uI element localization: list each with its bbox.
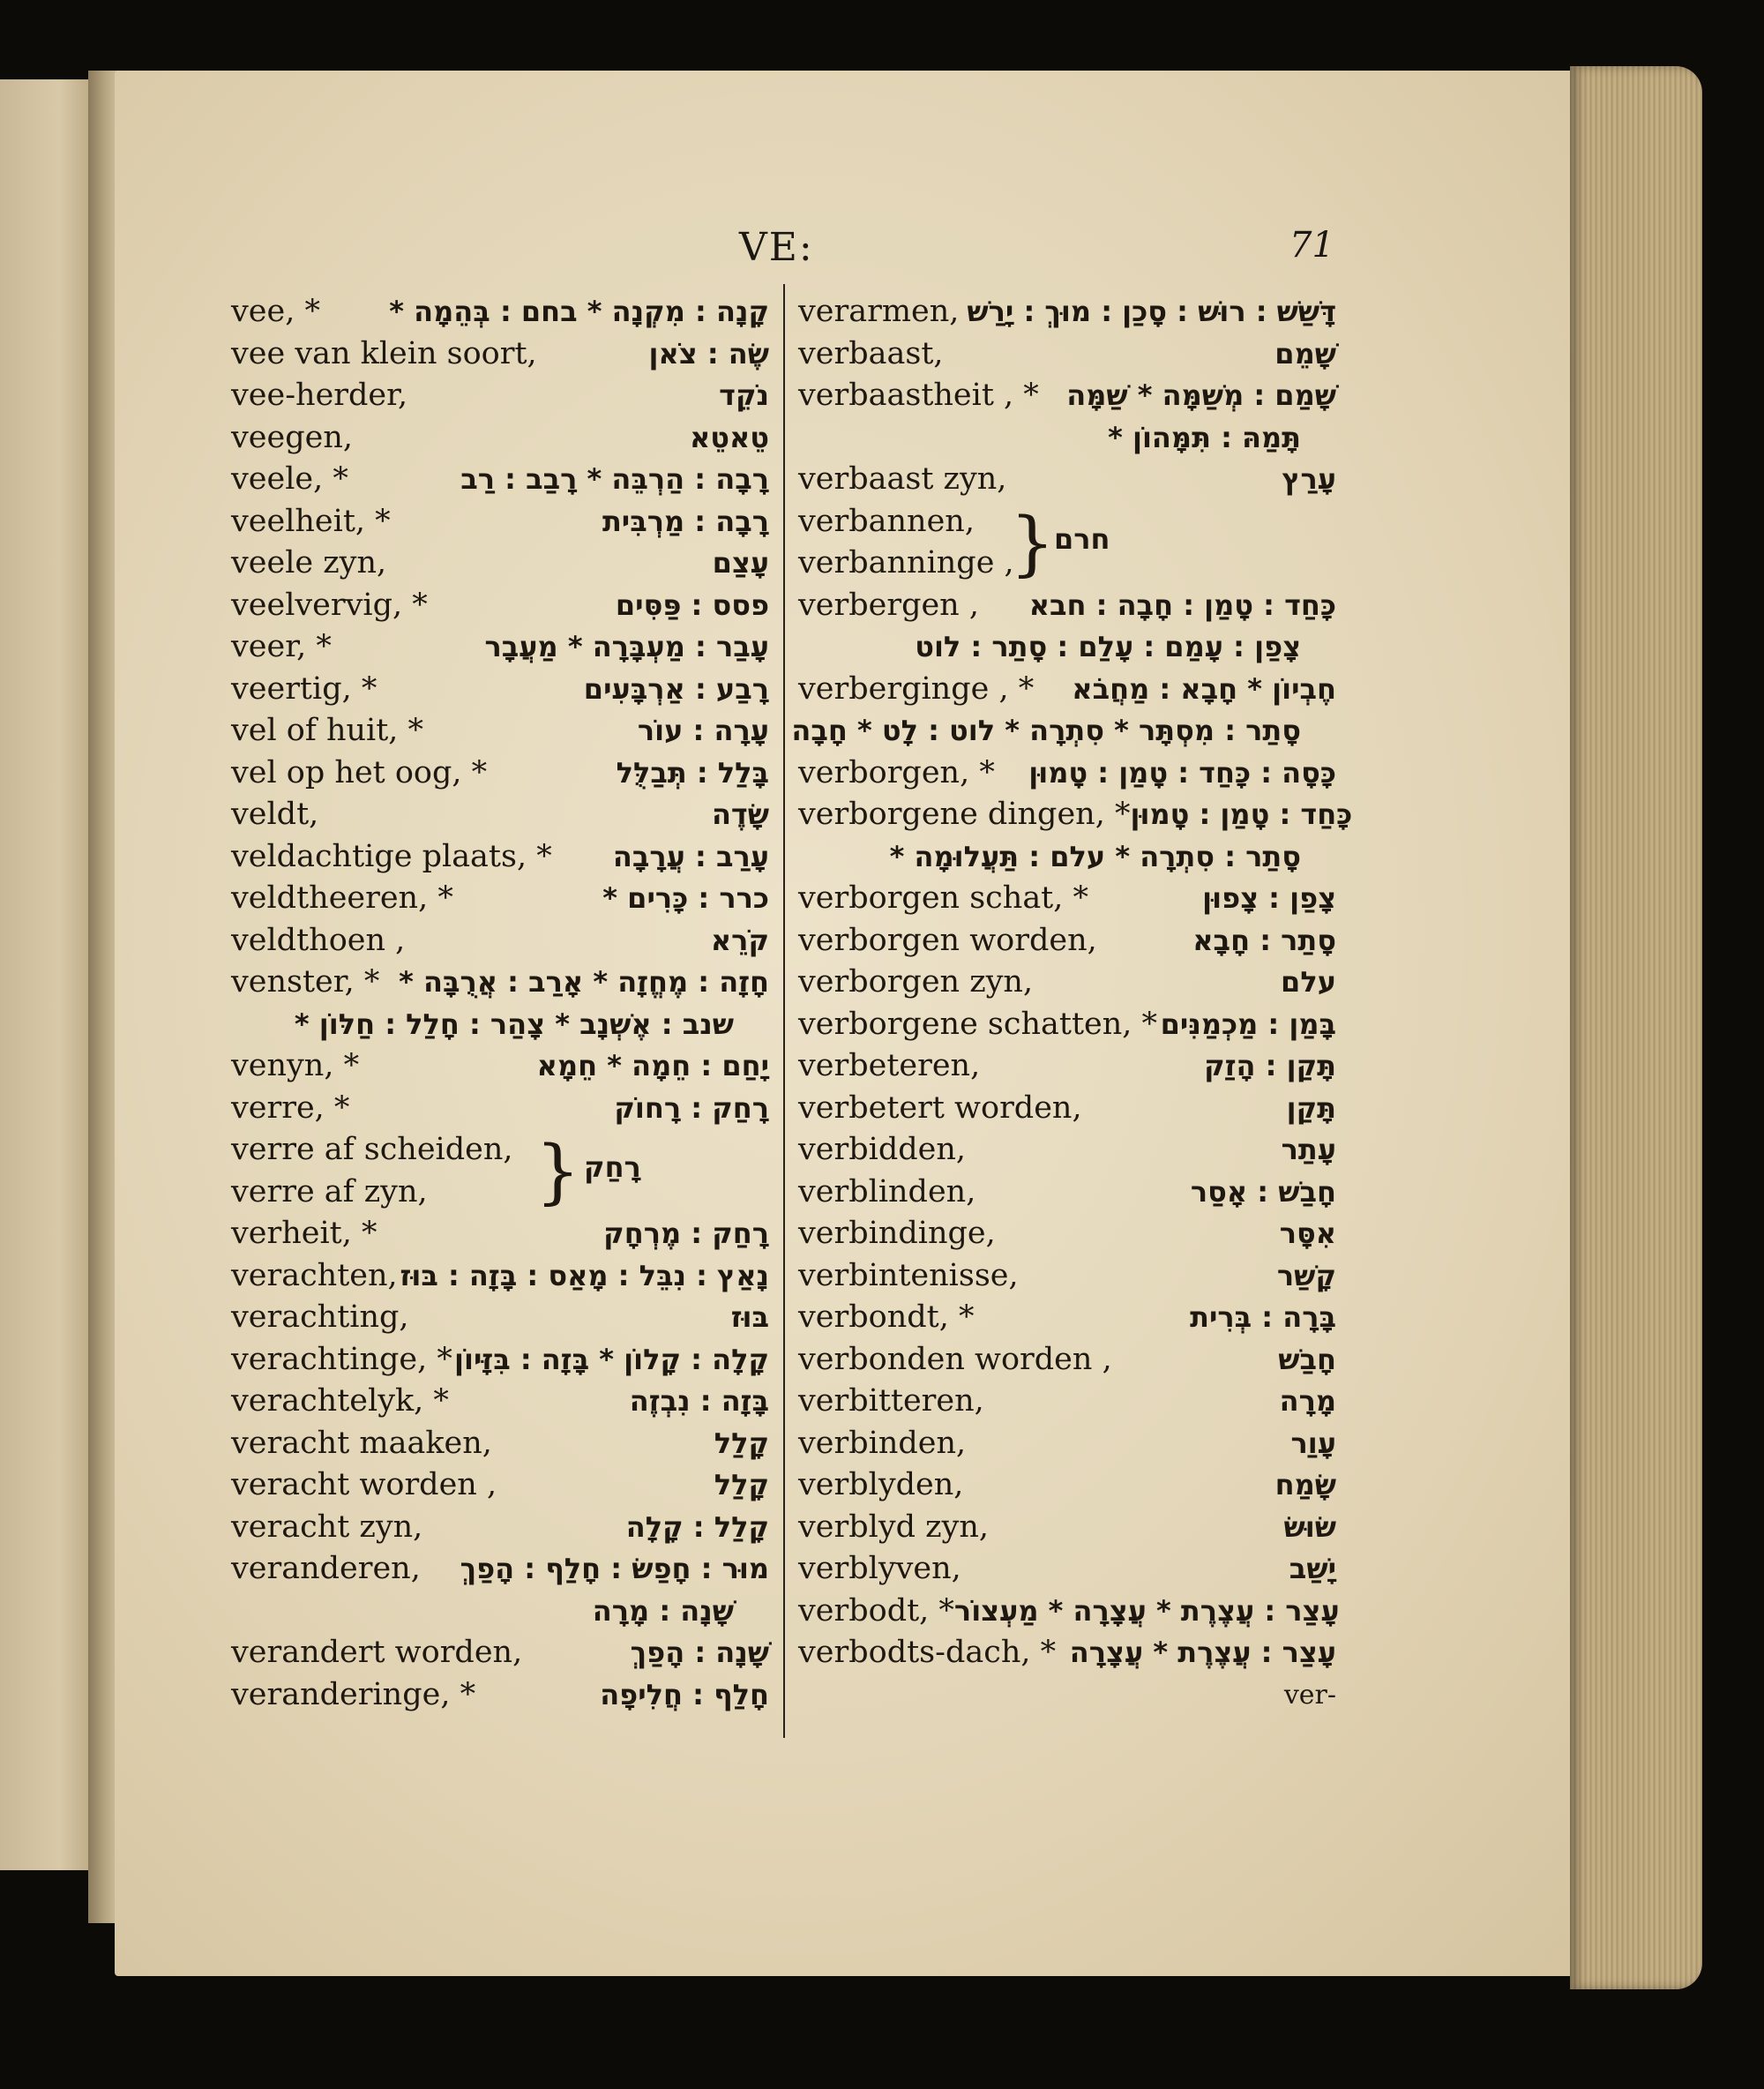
grouped-entry	[798, 501, 1336, 585]
dictionary-entry	[798, 878, 1336, 920]
hebrew-gloss: רָחַק : מֶרְחָק	[603, 1217, 769, 1250]
dictionary-entry	[798, 962, 1336, 1004]
hebrew-gloss: שָׂדֶה	[711, 797, 769, 831]
hebrew-gloss: יָחַם : חֵמָה * חֵמָא	[536, 1049, 769, 1082]
brace: }	[1010, 501, 1055, 584]
hebrew-gloss: שֶׂה : צֹאן	[648, 336, 769, 371]
hebrew-gloss: קָלַל	[714, 1426, 769, 1460]
dictionary-term: verheit, *	[231, 1216, 377, 1251]
dictionary-term: verbonden worden ,	[798, 1341, 1112, 1377]
hebrew-gloss: קָשַׁר	[1276, 1258, 1336, 1292]
dictionary-term: verbanninge ,	[798, 545, 1014, 580]
dictionary-term: veele, *	[231, 461, 348, 497]
dictionary-term: verborgen schat, *	[798, 880, 1088, 916]
dictionary-term: verre af scheiden,	[231, 1132, 513, 1167]
dictionary-term: verblyden,	[798, 1467, 964, 1502]
dictionary-term: veracht zyn,	[231, 1509, 423, 1545]
dictionary-term: veldthoen ,	[231, 922, 406, 958]
dictionary-term: verre, *	[231, 1089, 350, 1126]
dictionary-entry	[231, 1632, 769, 1674]
hebrew-gloss: עלם	[1281, 965, 1336, 999]
hebrew-gloss: קָנָה : מִקְנָה * בחם : בְּהֵמָה *	[389, 295, 769, 328]
dictionary-term: venyn, *	[231, 1048, 360, 1083]
dictionary-entry	[798, 291, 1336, 333]
dictionary-entry	[798, 1297, 1336, 1339]
hebrew-gloss: רָבַע : אַרְבָּעִים	[583, 671, 769, 706]
dictionary-entry	[231, 585, 769, 627]
dictionary-entry	[798, 1339, 1336, 1381]
dictionary-entry	[798, 752, 1336, 795]
dictionary-entry	[231, 1339, 769, 1381]
dictionary-term: vee-herder,	[231, 378, 408, 413]
dictionary-term: vel of huit, *	[231, 713, 424, 748]
hebrew-gloss: כָּחַד : טָמַן : חָבָה : חבא	[1028, 588, 1336, 622]
dictionary-term: verbintenisse,	[798, 1257, 1019, 1293]
hebrew-gloss: חָלַף : חֲלִיפָה	[600, 1677, 769, 1711]
hebrew-gloss: סָתַר : חָבָא	[1192, 923, 1336, 957]
dictionary-entry	[798, 794, 1353, 836]
hebrew-gloss: קָלַל : קָלָה	[625, 1509, 769, 1544]
dictionary-term: verachting,	[231, 1299, 409, 1335]
dictionary-entry	[798, 1255, 1336, 1298]
hebrew-gloss: מָרָה	[1279, 1384, 1336, 1418]
hebrew-gloss: רָבָה : הַרְבֵּה * רָבַב : רַב	[460, 462, 769, 496]
hebrew-gloss: בּוּז	[730, 1300, 769, 1334]
dictionary-term: verbodts-dach, *	[798, 1635, 1057, 1670]
dictionary-entry	[231, 1548, 769, 1591]
dictionary-entry	[798, 1423, 1336, 1465]
dictionary-term: verbaast zyn,	[798, 461, 1007, 497]
hebrew-gloss: בָּמַן : מַכְמַנִּים	[1160, 1007, 1336, 1041]
dictionary-entry	[231, 1423, 769, 1465]
dictionary-entry	[798, 333, 1336, 376]
hebrew-gloss: עָצַר : עֲצֶרֶת * עֲצָרָה	[1069, 1636, 1336, 1669]
hebrew-gloss: בָּזָה : נִבְזֶה	[629, 1384, 769, 1418]
dictionary-term: verborgene dingen, *	[798, 797, 1131, 832]
dictionary-entry	[798, 1548, 1336, 1591]
dictionary-term: verbinden,	[798, 1425, 967, 1461]
dictionary-term: verberginge , *	[798, 670, 1035, 707]
dictionary-term: verbodt, *	[798, 1592, 954, 1629]
dictionary-term: verre af zyn,	[231, 1173, 428, 1209]
dictionary-term: verachtelyk, *	[231, 1383, 449, 1419]
hebrew-gloss: נָאַץ : נִבֵּל : מָאַס : בָּזָה : בּוּז	[400, 1258, 769, 1292]
hebrew-gloss: רָחַק : רָחוֹק	[614, 1090, 769, 1125]
dictionary-entry	[231, 501, 769, 543]
dictionary-term: verbergen ,	[798, 587, 979, 623]
dictionary-entry	[798, 1632, 1336, 1674]
dictionary-entry	[231, 752, 769, 795]
dictionary-entry	[231, 1507, 769, 1549]
dictionary-entry	[798, 1464, 1336, 1507]
hebrew-gloss: כָּחַד : טָמַן : טָמוּן	[1130, 797, 1353, 831]
hebrew-gloss: עָצַר : עֲצֶרֶת * עֲצָרָה * מַעְצוֹר	[953, 1593, 1340, 1628]
dictionary-term: vel op het oog, *	[231, 754, 488, 790]
hebrew-gloss: סָתַר : סִתְרָה * עלם : תַּעֲלוּמָה *	[889, 839, 1301, 873]
hebrew-gloss: עָצַם	[712, 546, 769, 580]
continuation-line	[791, 710, 1336, 752]
grouped-entry	[231, 1129, 769, 1213]
dictionary-term: vee van klein soort,	[231, 335, 537, 371]
hebrew-gloss: צָפַן : עָמַם : עָלַם : סָתַר : לוט	[915, 630, 1301, 663]
hebrew-gloss: שָׁנָה : הָפַךְ	[630, 1636, 769, 1669]
dictionary-entry	[798, 585, 1336, 627]
dictionary-term: veracht worden ,	[231, 1467, 497, 1502]
dictionary-entry	[231, 920, 769, 962]
dictionary-entry	[231, 375, 769, 417]
hebrew-gloss: אִסָּר	[1279, 1217, 1336, 1250]
dictionary-entry	[231, 291, 769, 333]
hebrew-gloss: דָּשַׁשׁ : רוּשׁ : סָכַן : מוּךְ : יָרַשׁ	[967, 295, 1336, 328]
dictionary-entry	[231, 459, 769, 501]
hebrew-gloss: תָּקַן	[1286, 1090, 1336, 1125]
catchword: ver-	[1283, 1679, 1336, 1711]
dictionary-term: veer, *	[231, 629, 332, 664]
hebrew-gloss: קֹרֵא	[710, 923, 769, 957]
dictionary-term: verbidden,	[798, 1132, 967, 1167]
dictionary-entry	[798, 1507, 1336, 1549]
dictionary-entry	[798, 1045, 1336, 1088]
page-number: 71	[1289, 225, 1334, 266]
hebrew-gloss: צָפַן : צָפוּן	[1202, 881, 1336, 915]
dictionary-term: veelheit, *	[231, 503, 391, 539]
dictionary-entry	[231, 878, 769, 920]
hebrew-gloss: יָשַׁב	[1289, 1552, 1336, 1585]
dictionary-term: vee, *	[231, 294, 320, 329]
dictionary-term: veranderen,	[231, 1551, 421, 1586]
dictionary-entry	[231, 1255, 769, 1298]
dictionary-term: veelvervig, *	[231, 587, 428, 623]
dictionary-entry	[231, 710, 769, 752]
left-column	[231, 291, 769, 1716]
hebrew-gloss: טֵאטֵא	[689, 420, 769, 454]
hebrew-gloss: תָּמַהּ : תִּמָּהוֹן *	[1108, 420, 1301, 454]
dictionary-term: verblyd zyn,	[798, 1509, 989, 1545]
continuation-line	[231, 1004, 769, 1046]
hebrew-gloss: שָׁמֵם	[1274, 336, 1336, 371]
dictionary-term: veldt,	[231, 797, 319, 832]
hebrew-gloss: חָבַשׁ : אָסַר	[1190, 1174, 1336, 1209]
hebrew-gloss: כָּסָה : כָּחַד : טָמַן : טָמוּן	[1028, 755, 1336, 790]
dictionary-term: verborgen, *	[798, 754, 995, 790]
dictionary-term: veele zyn,	[231, 545, 387, 580]
dictionary-term: verbaastheit , *	[798, 378, 1039, 413]
hebrew-gloss: עָבַר : מַעְבָּרָה * מַעֲבָר	[484, 630, 769, 663]
right-column	[791, 291, 1353, 1716]
dictionary-entry	[231, 836, 769, 879]
dictionary-entry	[798, 920, 1336, 962]
dictionary-entry	[231, 1297, 769, 1339]
dictionary-term: veldtheeren, *	[231, 880, 453, 916]
hebrew-gloss: עָרַץ	[1282, 462, 1336, 496]
hebrew-gloss: שׂוּשׂ	[1283, 1509, 1336, 1544]
dictionary-term: verbitteren,	[798, 1383, 984, 1419]
dictionary-term: verbeteren,	[798, 1048, 981, 1083]
running-head: VE:	[739, 225, 814, 270]
dictionary-entry	[231, 1674, 769, 1717]
hebrew-gloss: סָתַר : מִסְתָּר * סִתְרָה * לוט : לָט * חָבָה	[791, 714, 1301, 747]
dictionary-entry	[798, 669, 1336, 711]
hebrew-gloss: עָרַב : עֲרָבָה	[612, 839, 769, 873]
dictionary-term: verandert worden,	[231, 1635, 523, 1670]
dictionary-entry	[798, 459, 1336, 501]
dictionary-term: verborgene schatten, *	[798, 1006, 1158, 1042]
hebrew-gloss: קָלַל	[714, 1468, 769, 1501]
dictionary-entry	[798, 1172, 1336, 1214]
dictionary-entry	[798, 1381, 1336, 1423]
dictionary-term: verarmen,	[798, 294, 960, 329]
continuation-line	[231, 1591, 769, 1633]
dictionary-entry	[798, 1591, 1340, 1633]
hebrew-gloss: שנב : אֶשְׁנָב * צָהַר : חָלַל : חַלּוֹן *	[294, 1007, 734, 1041]
facing-page-edge	[0, 79, 99, 1870]
dictionary-term: verborgen zyn,	[798, 964, 1034, 1000]
dictionary-entry	[231, 543, 769, 585]
dictionary-entry	[231, 1088, 769, 1130]
hebrew-gloss: שָׁנָה : מָרָה	[592, 1593, 734, 1628]
dictionary-entry	[231, 962, 769, 1004]
continuation-line	[798, 626, 1336, 669]
dictionary-term: verbetert worden,	[798, 1089, 1082, 1126]
dictionary-term: verachten,	[231, 1257, 398, 1293]
hebrew-gloss: רָבָה : מַרְבִּית	[602, 504, 769, 538]
dictionary-term: veracht maaken,	[231, 1425, 492, 1461]
dictionary-term: verborgen worden,	[798, 922, 1097, 958]
dictionary-entry	[798, 1213, 1336, 1255]
hebrew-gloss: פסס : פַּסִּים	[615, 588, 769, 622]
dictionary-entry	[231, 1045, 769, 1088]
dictionary-entry	[231, 794, 769, 836]
dictionary-entry	[231, 417, 769, 460]
dictionary-term: verbindinge,	[798, 1216, 996, 1251]
dictionary-term: verblinden,	[798, 1173, 976, 1209]
dictionary-term: veranderinge, *	[231, 1676, 476, 1712]
brace: }	[535, 1130, 580, 1212]
hebrew-gloss: מוּר : חָפַשׂ : חָלַף : הָפַךְ	[460, 1552, 769, 1585]
hebrew-gloss: חרם	[1054, 521, 1110, 556]
dictionary-entry	[231, 626, 769, 669]
dictionary-entry	[798, 1004, 1336, 1046]
continuation-line	[798, 417, 1336, 460]
hebrew-gloss: רָחַק	[584, 1150, 641, 1184]
continuation-line	[798, 836, 1336, 879]
hebrew-gloss: קָלָה : קָלוֹן * בָּזָה : בִּזָּיוֹן	[454, 1342, 769, 1376]
dictionary-entry	[231, 333, 769, 376]
dictionary-entry	[231, 1381, 769, 1423]
dictionary-term: veldachtige plaats, *	[231, 838, 552, 874]
hebrew-gloss: שָׁמַם : מְשַׁמָּה * שַׁמָּה	[1066, 378, 1336, 412]
hebrew-gloss: בָּלַל : תְּבַלֻּל	[616, 755, 769, 790]
hebrew-gloss: עָתַר	[1281, 1133, 1336, 1166]
dictionary-entry	[798, 1129, 1336, 1172]
dictionary-entry	[798, 375, 1336, 417]
dictionary-entry	[231, 1464, 769, 1507]
hebrew-gloss: כרר : כָּרִים *	[602, 881, 769, 915]
hebrew-gloss: שָׂמַח	[1274, 1468, 1336, 1501]
hebrew-gloss: חָזָה : מֶחֱזָה * אָרַב : אֲרֻבָּה *	[399, 965, 769, 999]
hebrew-gloss: תָּקַן : הָזַק	[1204, 1049, 1336, 1082]
dictionary-term: veegen,	[231, 419, 353, 455]
hebrew-gloss: נֹקֵד	[719, 378, 769, 412]
dictionary-term: verbaast,	[798, 335, 944, 371]
hebrew-gloss: חֶבְיוֹן * חָבָא : מַחֲבֹא	[1072, 671, 1336, 706]
dictionary-term: verbondt, *	[798, 1299, 975, 1335]
dictionary-term: verblyven,	[798, 1551, 961, 1586]
dictionary-term: veertig, *	[231, 670, 377, 707]
dictionary-term: verbannen,	[798, 503, 975, 539]
hebrew-gloss: חָבַשׁ	[1278, 1342, 1336, 1376]
dictionary-term: venster, *	[231, 964, 380, 1000]
book-fore-edge	[1570, 66, 1702, 1989]
hebrew-gloss: עָרָה : עוֹר	[637, 714, 769, 747]
dictionary-entry	[231, 1213, 769, 1255]
hebrew-gloss: בָּרָה : בְּרִית	[1190, 1300, 1336, 1334]
dictionary-entry	[231, 669, 769, 711]
hebrew-gloss: עָוַר	[1290, 1426, 1336, 1460]
dictionary-term: verachtinge, *	[231, 1341, 452, 1377]
dictionary-entry	[798, 1088, 1336, 1130]
column-divider	[783, 284, 785, 1738]
